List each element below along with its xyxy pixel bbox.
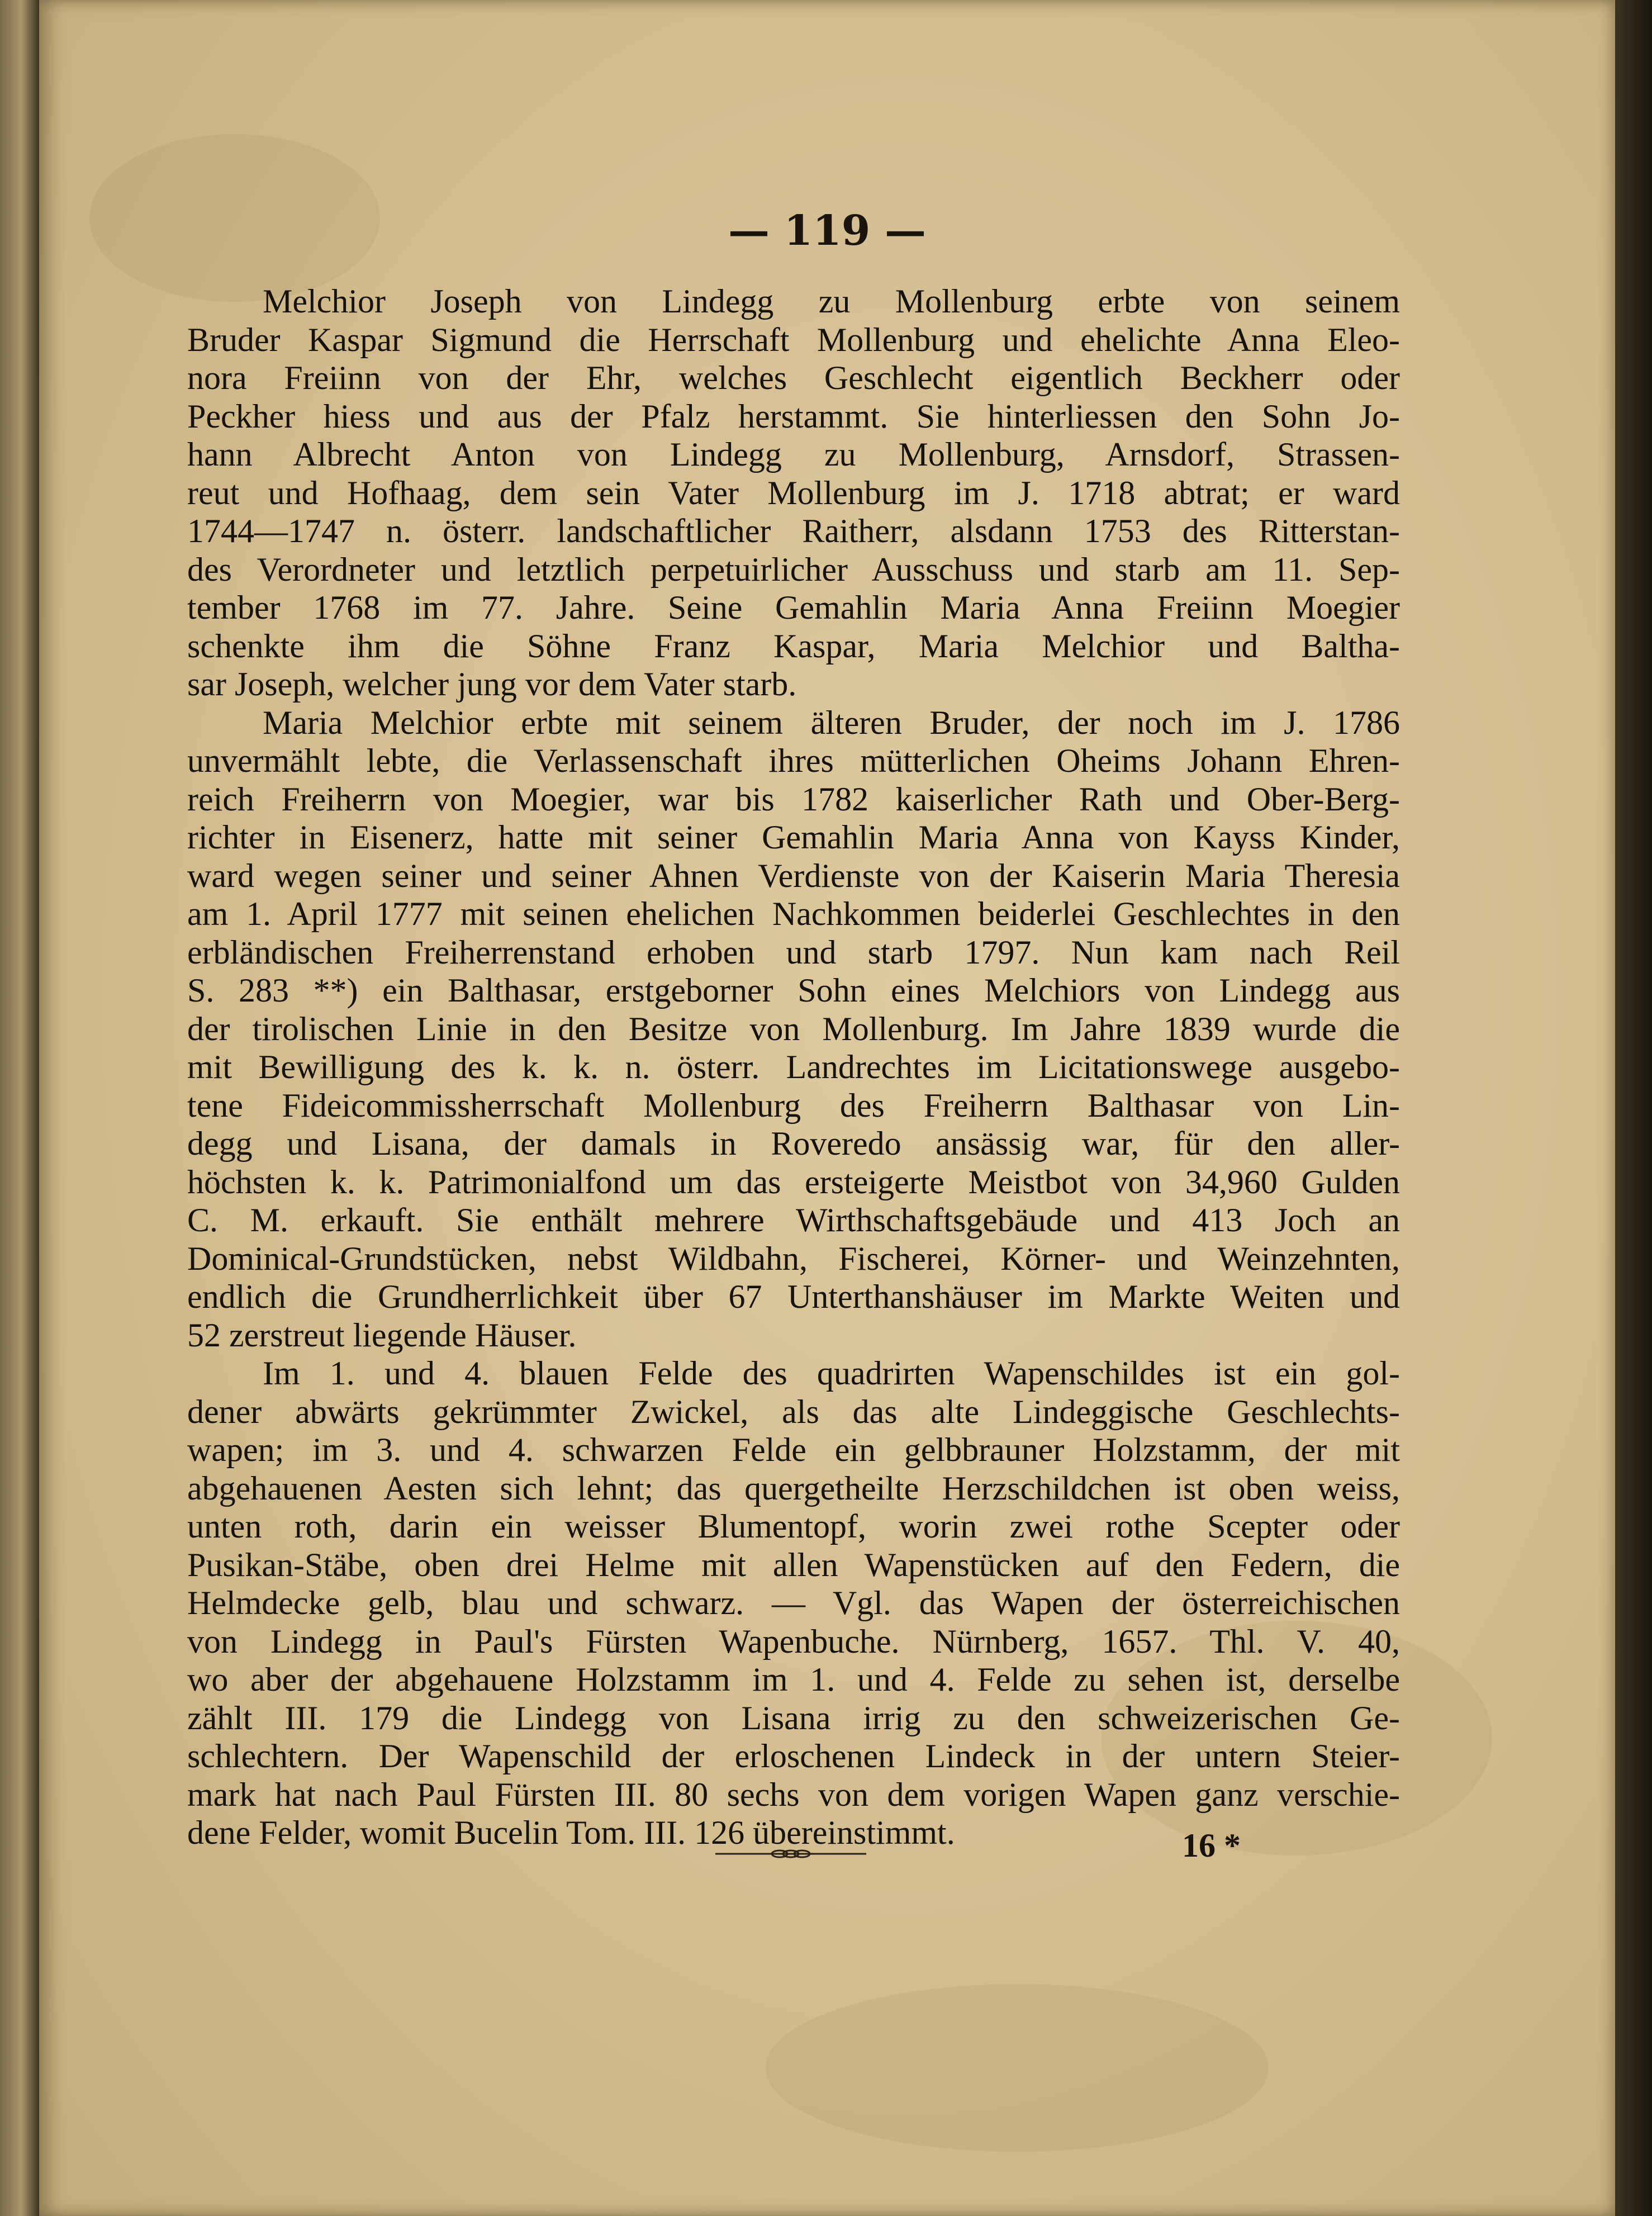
ornament-divider [715,1847,866,1861]
text-line: sar Joseph, welcher jung vor dem Vater starb. [187,666,797,703]
text-line: Maria Melchior erbte mit seinem älteren Bruder, der noch im J. 1786 [263,704,1400,741]
page-number: — 119 — [728,207,926,255]
text-line: nora Freiinn von der Ehr, welches Geschlecht eigentlich Beckherr oder [187,359,1400,396]
text-line: abgehauenen Aesten sich lehnt; das quergetheilte Herzschildchen ist oben weiss, [187,1469,1400,1507]
text-line: mit Bewilligung des k. k. n. österr. Landrechtes im Licitationswege ausgebo- [187,1048,1400,1085]
signature-mark: 16 * [1182,1827,1241,1864]
text-line: 1744—1747 n. österr. landschaftlicher Raitherr, alsdann 1753 des Ritterstan- [187,513,1400,549]
text-line: Melchior Joseph von Lindegg zu Mollenburg erbte von seinem [263,283,1400,320]
text-line: Helmdecke gelb, blau und schwarz. — Vgl. das Wapen der österreichischen [187,1584,1400,1621]
text-line: Pusikan-Stäbe, oben drei Helme mit allen Wapenstücken auf den Federn, die [187,1546,1400,1583]
text-line: ward wegen seiner und seiner Ahnen Verdienste von der Kaiserin Maria Theresia [187,857,1400,894]
text-line: 52 zerstreut liegende Häuser. [187,1316,577,1354]
text-line: unvermählt lebte, die Verlassenschaft ihres mütterlichen Oheims Johann Ehren- [187,742,1400,779]
text-line: zählt III. 179 die Lindegg von Lisana irrig zu den schweizerischen Ge- [187,1699,1400,1736]
text-line: wapen; im 3. und 4. schwarzen Felde ein gelbbrauner Holzstamm, der mit [187,1431,1400,1468]
text-line: wo aber der abgehauene Holzstamm im 1. und 4. Felde zu sehen ist, derselbe [187,1661,1400,1698]
text-line: unten roth, darin ein weisser Blumentopf, worin zwei rothe Scepter oder [187,1508,1400,1545]
text-line: hann Albrecht Anton von Lindegg zu Mollenburg, Arnsdorf, Strassen- [187,436,1400,473]
page-left-edge [0,0,39,2216]
text-line: tember 1768 im 77. Jahre. Seine Gemahlin Maria Anna Freiinn Moegier [187,589,1400,626]
text-line: degg und Lisana, der damals in Roveredo ansässig war, für den aller- [187,1125,1400,1162]
page-right-edge [1615,0,1652,2216]
text-line: C. M. erkauft. Sie enthält mehrere Wirthschaftsgebäude und 413 Joch an [187,1202,1400,1239]
text-line: endlich die Grundherrlichkeit über 67 Unterthanshäuser im Markte Weiten und [187,1278,1400,1315]
text-line: schenkte ihm die Söhne Franz Kaspar, Maria Melchior und Baltha- [187,627,1400,665]
text-line: schlechtern. Der Wapenschild der erloschenen Lindeck in der untern Steier- [187,1738,1400,1774]
text-line: richter in Eisenerz, hatte mit seiner Gemahlin Maria Anna von Kayss Kinder, [187,819,1400,856]
text-line: dene Felder, womit Bucelin Tom. III. 126 übereinstimmt. [187,1814,955,1851]
text-line: Bruder Kaspar Sigmund die Herrschaft Mollenburg und ehelichte Anna Eleo- [187,321,1400,358]
text-line: der tirolischen Linie in den Besitze von Mollenburg. Im Jahre 1839 wurde die [187,1010,1400,1047]
text-line: dener abwärts gekrümmter Zwickel, als das alte Lindeggische Geschlechts- [187,1393,1400,1430]
text-line: Im 1. und 4. blauen Felde des quadrirten Wapenschildes ist ein gol- [263,1355,1400,1392]
text-line: Peckher hiess und aus der Pfalz herstammt. Sie hinterliessen den Sohn Jo- [187,397,1400,435]
body-text [187,282,1400,1852]
text-line: höchsten k. k. Patrimonialfond um das ersteigerte Meistbot von 34,960 Gulden [187,1163,1400,1200]
text-line: reut und Hofhaag, dem sein Vater Mollenburg im J. 1718 abtrat; er ward [187,474,1400,511]
text-line: S. 283 **) ein Balthasar, erstgeborner Sohn eines Melchiors von Lindegg aus [187,972,1400,1009]
text-line: am 1. April 1777 mit seinen ehelichen Nachkommen beiderlei Geschlechtes in den [187,895,1400,932]
text-line: mark hat nach Paul Fürsten III. 80 sechs von dem vorigen Wapen ganz verschie- [187,1776,1400,1813]
text-line: Dominical-Grundstücken, nebst Wildbahn, Fischerei, Körner- und Weinzehnten, [187,1240,1400,1277]
text-line: erbländischen Freiherrenstand erhoben und starb 1797. Nun kam nach Reil [187,933,1400,971]
text-line: tene Fideicommissherrschaft Mollenburg des Freiherrn Balthasar von Lin- [187,1086,1400,1124]
paper-stain [766,1984,1269,2152]
text-line: reich Freiherrn von Moegier, war bis 1782 kaiserlicher Rath und Ober-Berg- [187,780,1400,818]
text-line: des Verordneter und letztlich perpetuirlicher Ausschuss und starb am 11. Sep- [187,551,1400,588]
text-line: von Lindegg in Paul's Fürsten Wapenbuche. Nürnberg, 1657. Thl. V. 40, [187,1622,1400,1660]
